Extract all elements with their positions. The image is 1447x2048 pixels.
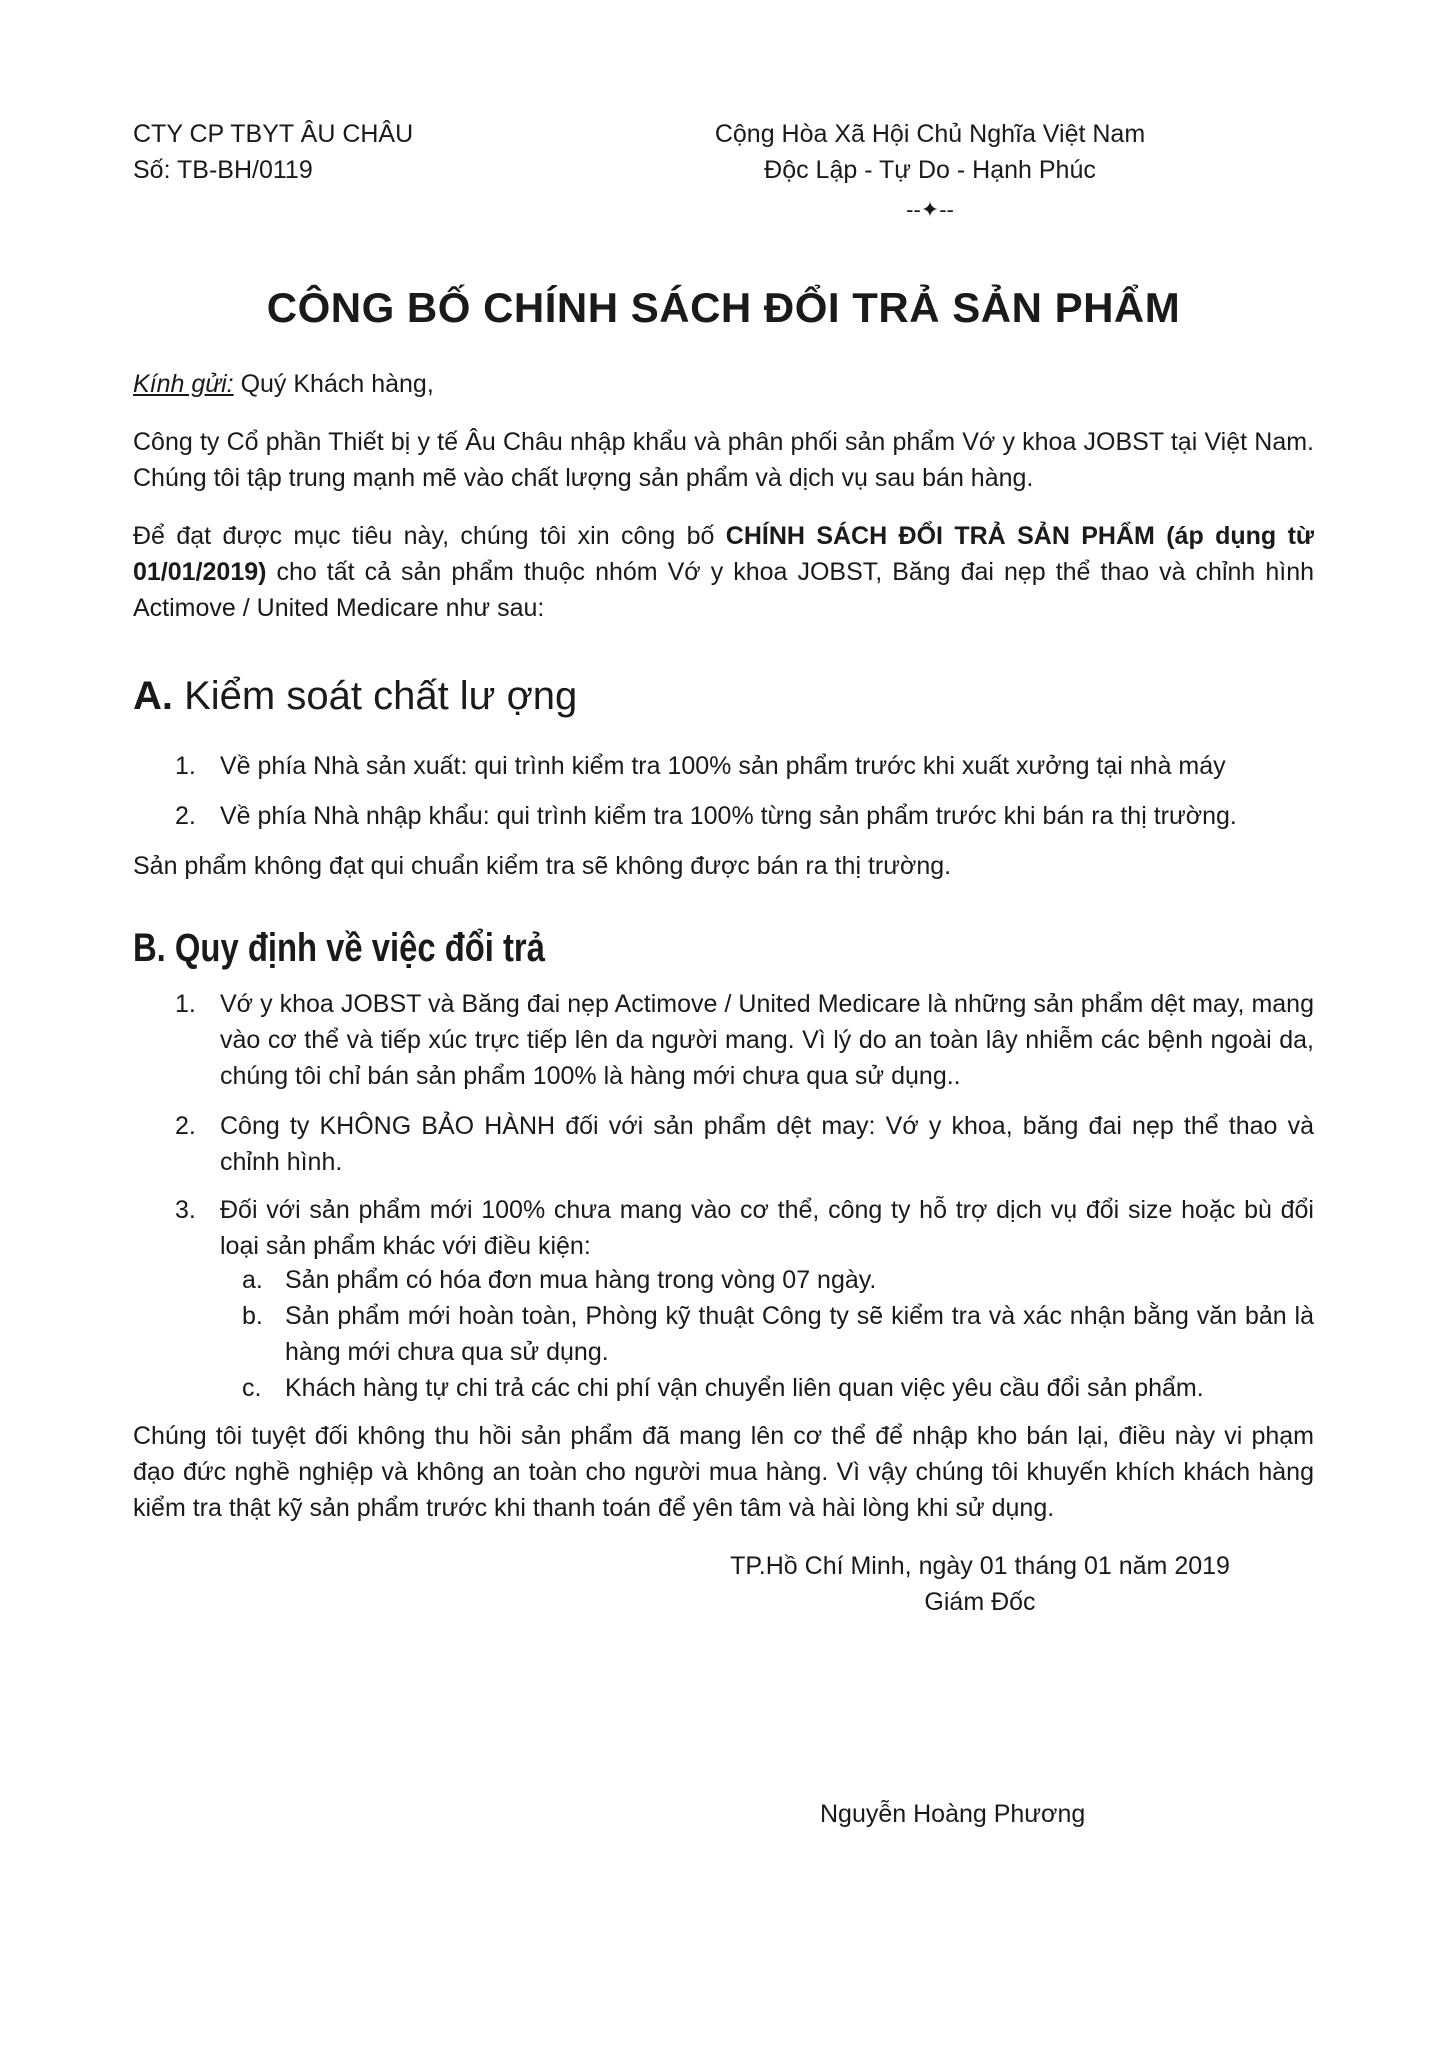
document-title: CÔNG BỐ CHÍNH SÁCH ĐỔI TRẢ SẢN PHẨM — [266, 284, 1181, 331]
sub-list-text: Sản phẩm mới hoàn toàn, Phòng kỹ thuật Công ty sẽ kiểm tra và xác nhận bằng văn bản là hàng mới chưa qua sử dụng. — [285, 1302, 1314, 1366]
section-a-title: Kiểm soát chất lư ợng — [173, 674, 578, 718]
section-a-note: Sản phẩm không đạt qui chuẩn kiểm tra sẽ không được bán ra thị trường. — [133, 852, 952, 880]
nation-name: Cộng Hòa Xã Hội Chủ Nghĩa Việt Nam — [714, 120, 1146, 148]
national-motto: Độc Lập - Tự Do - Hạnh Phúc — [764, 156, 1096, 184]
salutation-label: Kính gửi: — [133, 370, 234, 398]
section-a-letter: A. — [133, 674, 173, 718]
announcement-paragraph — [133, 518, 1314, 626]
section-b-heading: B. Quy định về việc đổi trả — [133, 926, 545, 970]
sub-list-letter: c. — [242, 1374, 262, 1402]
sub-list-text: Khách hàng tự chi trả các chi phí vận chuyển liên quan việc yêu cầu đổi sản phẩm. — [285, 1374, 1204, 1402]
list-number: 3. — [175, 1196, 196, 1224]
document-number: Số: TB-BH/0119 — [133, 156, 313, 184]
list-number: 2. — [175, 1112, 196, 1140]
company-name: CTY CP TBYT ÂU CHÂU — [133, 120, 414, 148]
place-date: TP.Hồ Chí Minh, ngày 01 tháng 01 năm 2019 — [730, 1552, 1230, 1580]
section-a-heading — [133, 668, 577, 724]
list-text: Đối với sản phẩm mới 100% chưa mang vào cơ thể, công ty hỗ trợ dịch vụ đổi size hoặc bù đổi loại sản phẩm khác với điều kiện: — [220, 1196, 1314, 1260]
announcement-before: Để đạt được mục tiêu này, chúng tôi xin công bố — [133, 522, 726, 550]
announcement-bold: CHÍNH SÁCH ĐỔI TRẢ SẢN PHẨM (áp dụng từ 01/01/2019) — [133, 522, 1314, 586]
sub-list-letter: a. — [242, 1266, 263, 1294]
list-number: 1. — [175, 752, 196, 780]
salutation-text: Quý Khách hàng, — [233, 370, 434, 398]
ornament-divider: --✦-- — [906, 197, 954, 222]
list-text: Về phía Nhà nhập khẩu: qui trình kiểm tra 100% từng sản phẩm trước khi bán ra thị trường. — [220, 802, 1237, 830]
list-number: 2. — [175, 802, 196, 830]
closing-paragraph: Chúng tôi tuyệt đối không thu hồi sản phẩm đã mang lên cơ thể để nhập kho bán lại, điều này vi phạm đạo đức nghề nghiệp và không an toàn cho người mua hàng. Vì vậy chúng tôi khuyến khích khách hàng kiểm tra thật kỹ sản phẩm trước khi thanh toán để yên tâm và hài lòng khi sử dụng. — [133, 1422, 1314, 1522]
intro-paragraph: Công ty Cổ phần Thiết bị y tế Âu Châu nhập khẩu và phân phối sản phẩm Vớ y khoa JOBST tại Việt Nam. Chúng tôi tập trung mạnh mẽ vào chất lượng sản phẩm và dịch vụ sau bán hàng. — [133, 428, 1314, 492]
list-text: Về phía Nhà sản xuất: qui trình kiểm tra 100% sản phẩm trước khi xuất xưởng tại nhà máy — [220, 752, 1226, 780]
list-number: 1. — [175, 990, 196, 1018]
sub-list-letter: b. — [242, 1302, 263, 1330]
list-text: Vớ y khoa JOBST và Băng đai nẹp Actimove / United Medicare là những sản phẩm dệt may, mang vào cơ thể và tiếp xúc trực tiếp lên da người mang. Vì lý do an toàn lây nhiễm các bệnh ngoài da, chúng tôi chỉ bán sản phẩm 100% là hàng mới chưa qua sử dụng.. — [220, 990, 1314, 1090]
signer-name: Nguyễn Hoàng Phương — [820, 1800, 1086, 1828]
list-text: Công ty KHÔNG BẢO HÀNH đối với sản phẩm dệt may: Vớ y khoa, băng đai nẹp thể thao và chỉnh hình. — [220, 1112, 1314, 1176]
sub-list-text: Sản phẩm có hóa đơn mua hàng trong vòng 07 ngày. — [285, 1266, 877, 1294]
salutation — [133, 366, 434, 402]
announcement-after: cho tất cả sản phẩm thuộc nhóm Vớ y khoa JOBST, Băng đai nẹp thể thao và chỉnh hình Actimove / United Medicare như sau: — [133, 558, 1314, 622]
signer-position: Giám Đốc — [924, 1588, 1036, 1616]
